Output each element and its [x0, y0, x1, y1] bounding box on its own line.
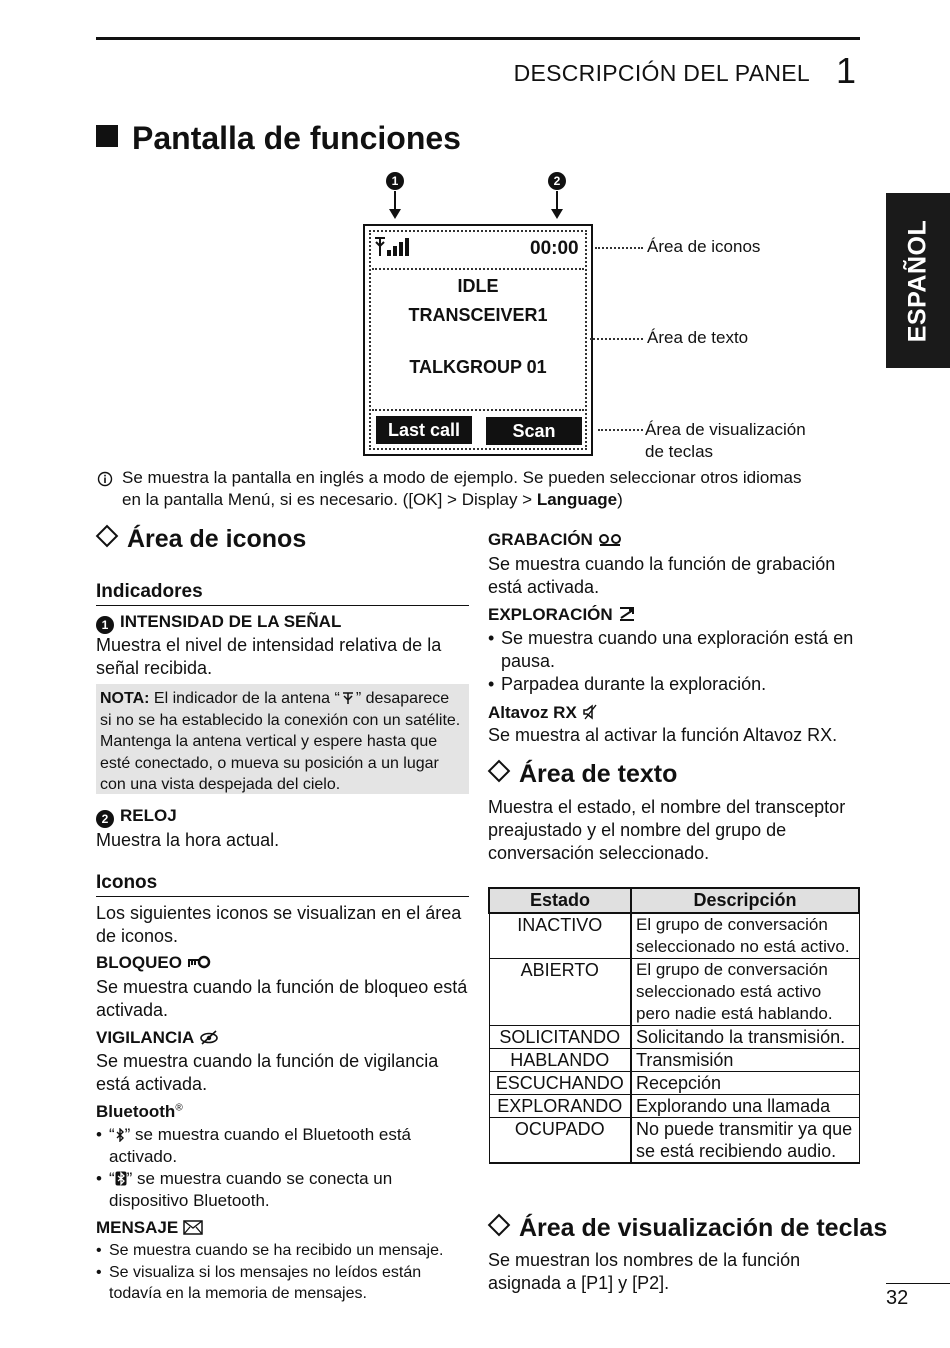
status-table	[488, 887, 860, 1164]
speaker-icon	[582, 704, 598, 720]
signal-heading: 1 INTENSIDAD DE LA SEÑAL	[96, 612, 341, 634]
table-header: Descripción	[631, 888, 859, 913]
diamond-icon	[488, 1214, 511, 1237]
callout-leader	[590, 338, 643, 340]
info-note-line2: en la pantalla Menú, si es necesario. ([OK] > Display > Language)	[122, 490, 623, 509]
texto-text: Muestra el estado, el nombre del transceptor preajustado y el nombre del grupo de conversación seleccionado.	[488, 797, 846, 863]
table-row	[489, 1118, 859, 1164]
table-row	[489, 1026, 859, 1049]
heading-rule	[96, 896, 469, 897]
arrow-down-icon	[389, 209, 401, 219]
heading-rule	[96, 605, 469, 606]
bluetooth-list	[96, 1124, 468, 1212]
list-item: • Se visualiza si los mensajes no leídos están todavía en la memoria de mensajes.	[96, 1262, 471, 1305]
list-item: • “ ” se muestra cuando el Bluetooth está activado.	[96, 1124, 468, 1168]
marker-2-arrow	[556, 191, 558, 211]
info-note-bold: Language	[536, 490, 618, 509]
table-cell: El grupo de conversación seleccionado no está activo.	[631, 913, 859, 959]
marker-1-arrow	[394, 191, 396, 211]
marker-2: 2	[548, 172, 566, 190]
transceiver-line: TRANSCEIVER1	[408, 305, 548, 325]
chapter-title: DESCRIPCIÓN DEL PANEL	[513, 60, 810, 86]
table-cell: Solicitando la transmisión.	[631, 1026, 859, 1049]
callout-text-area: Área de texto	[647, 328, 749, 347]
section-text-area: Área de texto	[488, 760, 677, 789]
altavoz-heading: Altavoz RX	[488, 703, 598, 723]
marker-1: 1	[386, 172, 404, 190]
exploracion-heading: EXPLORACIÓN	[488, 605, 637, 625]
icon-area-divider	[372, 268, 584, 270]
page-number-rule	[886, 1283, 950, 1284]
table-header: Estado	[489, 888, 631, 913]
grabacion-text: Se muestra cuando la función de grabación está activada.	[488, 554, 836, 597]
info-icon	[97, 471, 113, 487]
table-cell: Transmisión	[631, 1049, 859, 1072]
callout-leader	[598, 429, 643, 431]
table-cell: ABIERTO	[489, 959, 631, 1026]
page-number: 32	[886, 1287, 909, 1309]
softkey-last-call: Last call	[376, 416, 472, 444]
bloqueo-text: Se muestra cuando la función de bloqueo está activada.	[96, 977, 468, 1020]
square-bullet-icon	[96, 125, 118, 147]
list-item: • Se muestra cuando se ha recibido un mensaje.	[96, 1240, 471, 1262]
antenna-signal-icon	[373, 236, 411, 258]
antenna-icon	[340, 691, 356, 705]
table-row	[489, 1095, 859, 1118]
key-area-divider	[372, 409, 584, 411]
clock-display: 00:00	[530, 238, 579, 259]
signal-text: Muestra el nivel de intensidad relativa de la señal recibida.	[96, 635, 442, 678]
vigilancia-heading: VIGILANCIA	[96, 1028, 220, 1048]
callout-key-area-line2: de teclas	[645, 442, 714, 461]
callout-leader	[595, 247, 643, 249]
recording-icon	[598, 533, 624, 547]
key-lock-icon	[187, 954, 213, 970]
table-cell: No puede transmitir ya que se está recibiendo audio.	[631, 1118, 859, 1164]
softkey-scan: Scan	[486, 417, 582, 445]
bluetooth-icon	[115, 1128, 125, 1142]
info-note	[122, 467, 862, 511]
clock-heading: 2 RELOJ	[96, 806, 177, 828]
indicadores-heading: Indicadores	[96, 581, 203, 602]
chapter-number: 1	[836, 50, 857, 91]
scan-icon	[617, 606, 637, 622]
table-cell: EXPLORANDO	[489, 1095, 631, 1118]
callout-icon-area: Área de iconos	[647, 237, 761, 256]
bluetooth-connected-icon	[115, 1171, 127, 1186]
section-icon-area: Área de iconos	[96, 525, 306, 554]
table-row	[489, 913, 859, 959]
table-cell: HABLANDO	[489, 1049, 631, 1072]
table-cell: Explorando una llamada	[631, 1095, 859, 1118]
info-note-line1: Se muestra la pantalla en inglés a modo de ejemplo. Se pueden seleccionar otros idiomas	[122, 468, 802, 487]
table-cell: El grupo de conversación seleccionado está activo pero nadie está hablando.	[631, 959, 859, 1026]
language-tab-label: ESPAÑOL	[903, 219, 932, 342]
mensaje-heading: MENSAJE	[96, 1218, 203, 1238]
page-title	[96, 120, 461, 157]
mensaje-list	[96, 1240, 471, 1305]
vigilancia-text: Se muestra cuando la función de vigilancia está activada.	[96, 1051, 439, 1094]
header-rule	[96, 37, 860, 40]
iconos-text: Los siguientes iconos se visualizan en el área de iconos.	[96, 903, 462, 946]
arrow-down-icon	[551, 209, 563, 219]
table-cell: Recepción	[631, 1072, 859, 1095]
list-item: • “ ” se muestra cuando se conecta un dispositivo Bluetooth.	[96, 1168, 468, 1212]
grabacion-heading: GRABACIÓN	[488, 530, 624, 550]
table-cell: OCUPADO	[489, 1118, 631, 1164]
iconos-heading: Iconos	[96, 872, 158, 893]
table-cell: SOLICITANDO	[489, 1026, 631, 1049]
table-cell: INACTIVO	[489, 913, 631, 959]
teclas-text: Se muestran los nombres de la función asignada a [P1] y [P2].	[488, 1250, 801, 1293]
talkgroup-line: TALKGROUP 01	[409, 357, 547, 377]
callout-key-area-line1: Área de visualización	[645, 420, 806, 439]
table-cell: ESCUCHANDO	[489, 1072, 631, 1095]
page-title-text: Pantalla de funciones	[132, 120, 461, 156]
table-row	[489, 959, 859, 1026]
exploracion-list	[488, 627, 860, 696]
note-box: NOTA: El indicador de la antena “ ” desaparece si no se ha establecido la conexión con un satélite. Mantenga la antena vertical y espere hasta que esté conectado, o mueva su posición a un lugar con una vista despejada del cielo.	[96, 684, 469, 794]
diamond-icon	[488, 760, 511, 783]
table-row	[489, 1049, 859, 1072]
callout-key-area	[645, 419, 806, 463]
table-header-row	[489, 888, 859, 913]
bluetooth-heading: Bluetooth®	[96, 1102, 183, 1121]
note-label: NOTA:	[100, 690, 150, 707]
monitor-eye-icon	[198, 1029, 220, 1045]
status-line: IDLE	[457, 276, 499, 296]
list-item: • Parpadea durante la exploración.	[488, 673, 860, 696]
altavoz-text: Se muestra al activar la función Altavoz RX.	[488, 725, 838, 745]
diamond-icon	[96, 525, 119, 548]
bloqueo-heading: BLOQUEO	[96, 953, 213, 973]
clock-text: Muestra la hora actual.	[96, 830, 280, 850]
envelope-icon	[183, 1220, 203, 1235]
list-item: • Se muestra cuando una exploración está en pausa.	[488, 627, 860, 673]
table-row	[489, 1072, 859, 1095]
language-tab	[886, 193, 950, 368]
section-key-area: Área de visualización de teclas	[488, 1214, 887, 1243]
